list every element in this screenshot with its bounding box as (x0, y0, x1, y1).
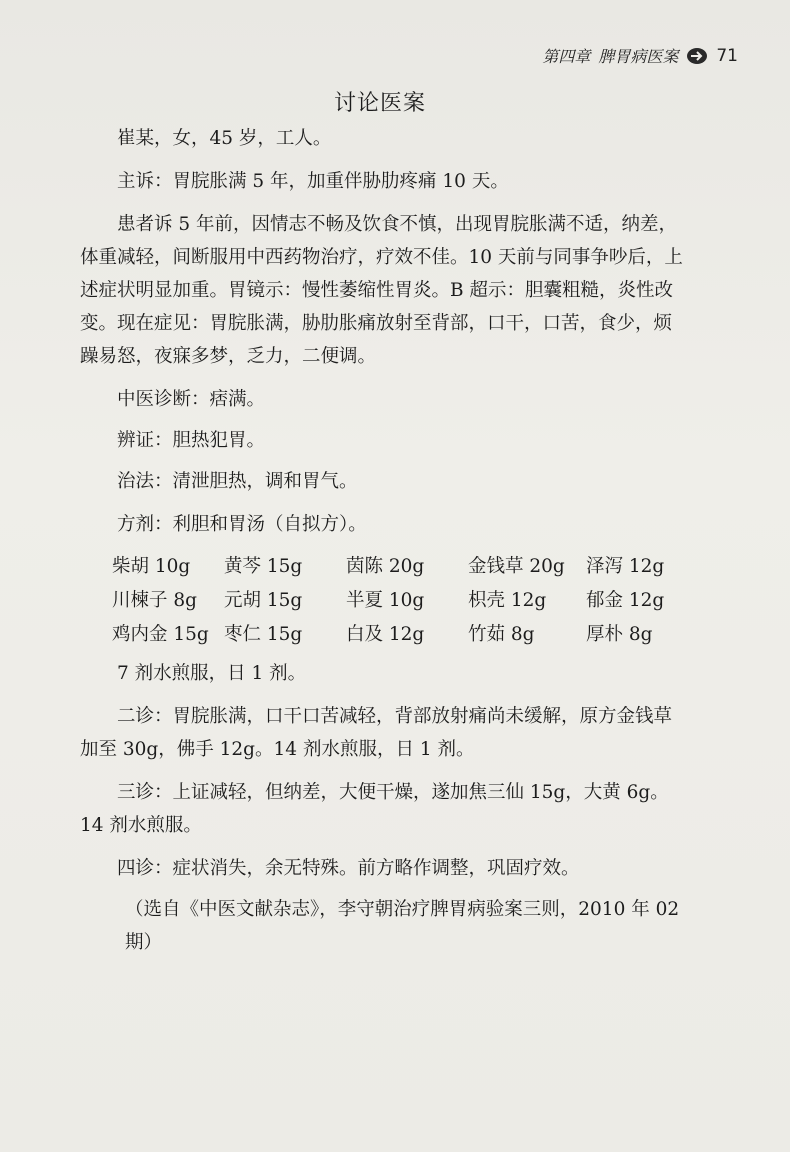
herb-item: 金钱草 20g (468, 556, 565, 577)
medical-history: 患者诉 5 年前，因情志不畅及饮食不慎，出现胃脘胀满不适，纳差，体重减轻，间断服用中西药物治疗，疗效不佳。10 天前与同事争吵后，上述症状明显加重。胃镜示：慢性萎缩性胃炎。B 超示：胆囊粗糙，炎性改变。现在症见：胃脘胀满，胁肋胀痛放射至背部，口干，口苦，食少，烦躁易怒，夜寐多梦，乏力，二便调。 (80, 214, 683, 367)
tcm-diagnosis: 中医诊断：痞满。 (117, 389, 266, 410)
dosage-instruction: 7 剂水煎服，日 1 剂。 (117, 663, 307, 684)
treatment-method: 治法：清泄胆热，调和胃气。 (117, 471, 358, 492)
source-citation: （选自《中医文献杂志》，李守朝治疗脾胃病验案三则，2010 年 02 期） (125, 899, 680, 953)
herb-item: 郁金 12g (586, 590, 665, 611)
section-heading: 讨论医案 (333, 91, 426, 116)
second-visit: 二诊：胃脘胀满，口干口苦减轻，背部放射痛尚未缓解，原方金钱草加至 30g，佛手 12g。14 剂水煎服，日 1 剂。 (80, 706, 673, 760)
herb-item: 柴胡 10g (112, 556, 191, 577)
herb-item: 枳壳 12g (468, 590, 547, 611)
herb-item: 半夏 10g (346, 590, 425, 611)
case-body (80, 122, 688, 959)
herb-item: 黄芩 15g (224, 556, 303, 577)
herb-item: 竹茹 8g (468, 624, 535, 645)
herb-item: 茵陈 20g (346, 556, 425, 577)
section-title: 脾胃病医案 (598, 47, 679, 66)
prescription-title: 方剂：利胆和胃汤（自拟方）。 (117, 514, 367, 535)
herb-item: 鸡内金 15g (112, 624, 209, 645)
chapter-label: 第四章 (542, 47, 591, 66)
arrow-right-icon (686, 47, 708, 65)
third-visit: 三诊：上证减轻，但纳差，大便干燥，遂加焦三仙 15g，大黄 6g。14 剂水煎服。 (80, 782, 669, 836)
herb-item: 泽泻 12g (586, 556, 665, 577)
chief-complaint: 主诉：胃脘胀满 5 年，加重伴胁肋疼痛 10 天。 (117, 171, 509, 192)
fourth-visit: 四诊：症状消失，余无特殊。前方略作调整，巩固疗效。 (117, 858, 580, 879)
herb-item: 元胡 15g (224, 590, 303, 611)
herb-item: 厚朴 8g (586, 624, 653, 645)
running-header (542, 44, 738, 67)
herb-item: 白及 12g (346, 624, 425, 645)
syndrome-differentiation: 辨证：胆热犯胃。 (117, 430, 266, 451)
herb-list (112, 555, 688, 647)
herb-item: 枣仁 15g (224, 624, 303, 645)
patient-info: 崔某，女，45 岁，工人。 (117, 128, 332, 149)
page-number: 71 (716, 45, 738, 66)
herb-item: 川楝子 8g (112, 590, 197, 611)
